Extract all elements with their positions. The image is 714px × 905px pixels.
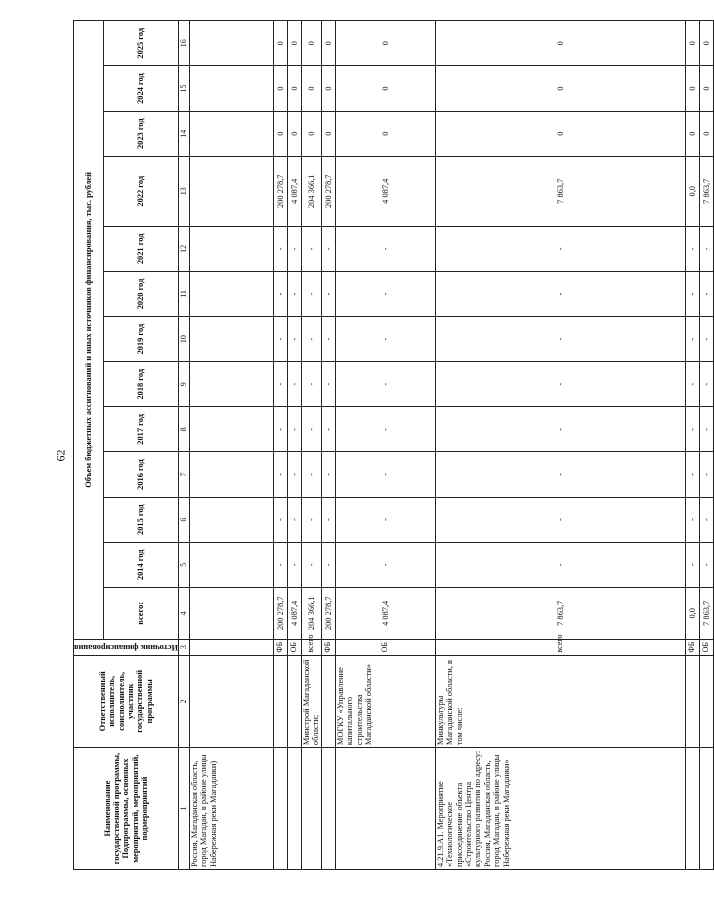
row-year-cell: -: [335, 407, 435, 452]
row-year-cell: 4 087,4: [335, 156, 435, 226]
row-year-cell: -: [321, 497, 335, 542]
row-year-cell: -: [685, 226, 699, 271]
row-total-cell: 200 278,7: [274, 587, 288, 639]
header-year: 2022 год: [104, 156, 179, 226]
row-total-cell: 200 278,7: [321, 587, 335, 639]
row-year-cell: [190, 66, 274, 111]
row-year-cell: -: [274, 362, 288, 407]
row-year-cell: [190, 111, 274, 156]
row-year-cell: -: [699, 317, 713, 362]
row-source-cell: всего: [302, 639, 322, 655]
column-index: 13: [179, 156, 190, 226]
row-year-cell: 0: [321, 21, 335, 66]
row-source-cell: ОБ: [288, 639, 302, 655]
table-body: [190, 21, 714, 870]
row-year-cell: -: [302, 226, 322, 271]
row-name-cell: [321, 748, 335, 870]
row-year-cell: 7 863,7: [699, 156, 713, 226]
row-year-cell: -: [699, 226, 713, 271]
row-year-cell: 4 087,4: [288, 156, 302, 226]
row-source-cell: ФБ: [321, 639, 335, 655]
table-row: [302, 21, 322, 870]
header-year: 2020 год: [104, 271, 179, 316]
row-source-cell: ОБ: [699, 639, 713, 655]
row-year-cell: 200 278,7: [274, 156, 288, 226]
column-index: 9: [179, 362, 190, 407]
header-year: 2025 год: [104, 21, 179, 66]
row-year-cell: -: [335, 452, 435, 497]
row-year-cell: 0: [435, 111, 685, 156]
column-index: 16: [179, 21, 190, 66]
row-name-cell: [699, 748, 713, 870]
row-year-cell: -: [699, 407, 713, 452]
row-year-cell: 0: [288, 66, 302, 111]
row-year-cell: -: [288, 452, 302, 497]
row-year-cell: 0: [274, 66, 288, 111]
row-total-cell: 4 087,4: [335, 587, 435, 639]
row-year-cell: 0: [685, 21, 699, 66]
row-year-cell: [190, 317, 274, 362]
column-index: 3: [179, 639, 190, 655]
row-year-cell: -: [685, 271, 699, 316]
row-year-cell: -: [321, 542, 335, 587]
row-source-cell: ОБ: [335, 639, 435, 655]
column-index-row: [179, 21, 190, 870]
row-year-cell: [190, 452, 274, 497]
row-year-cell: 0: [335, 111, 435, 156]
table-row: [699, 21, 713, 870]
header-year: 2015 год: [104, 497, 179, 542]
row-year-cell: -: [321, 317, 335, 362]
row-year-cell: -: [335, 542, 435, 587]
row-year-cell: 0: [699, 21, 713, 66]
row-name-cell: [685, 748, 699, 870]
row-year-cell: -: [335, 317, 435, 362]
row-year-cell: -: [274, 271, 288, 316]
row-source-cell: ФБ: [685, 639, 699, 655]
column-index: 10: [179, 317, 190, 362]
row-year-cell: 0: [699, 111, 713, 156]
row-year-cell: 0: [302, 66, 322, 111]
row-executor-cell: [274, 655, 288, 748]
row-year-cell: -: [335, 271, 435, 316]
row-year-cell: -: [435, 542, 685, 587]
row-year-cell: -: [274, 407, 288, 452]
row-year-cell: [190, 271, 274, 316]
row-year-cell: -: [288, 226, 302, 271]
row-year-cell: [190, 226, 274, 271]
table-row: [335, 21, 435, 870]
row-year-cell: 0: [321, 66, 335, 111]
row-name-cell: [288, 748, 302, 870]
header-year: 2024 год: [104, 66, 179, 111]
row-year-cell: -: [302, 407, 322, 452]
row-source-cell: всего: [435, 639, 685, 655]
row-year-cell: -: [274, 452, 288, 497]
table-row: [321, 21, 335, 870]
table-row: [190, 21, 274, 870]
row-year-cell: -: [288, 542, 302, 587]
row-name-cell: [274, 748, 288, 870]
row-year-cell: -: [435, 452, 685, 497]
financing-table-wrapper: [73, 20, 711, 870]
row-executor-cell: [190, 655, 274, 748]
table-row: [435, 21, 685, 870]
row-year-cell: -: [302, 362, 322, 407]
column-index: 12: [179, 226, 190, 271]
row-name-cell: [302, 748, 322, 870]
row-year-cell: -: [335, 497, 435, 542]
row-year-cell: -: [685, 452, 699, 497]
column-index: 8: [179, 407, 190, 452]
row-executor-cell: [699, 655, 713, 748]
row-year-cell: 0: [274, 111, 288, 156]
row-year-cell: -: [685, 317, 699, 362]
row-year-cell: 0: [274, 21, 288, 66]
row-year-cell: -: [321, 362, 335, 407]
row-total-cell: 7 863,7: [435, 587, 685, 639]
row-year-cell: -: [302, 497, 322, 542]
row-year-cell: -: [435, 317, 685, 362]
row-name-cell: [335, 748, 435, 870]
row-year-cell: -: [699, 542, 713, 587]
row-year-cell: 0: [321, 111, 335, 156]
header-year: 2021 год: [104, 226, 179, 271]
row-year-cell: -: [321, 452, 335, 497]
row-executor-cell: [288, 655, 302, 748]
row-year-cell: -: [699, 497, 713, 542]
row-year-cell: 0: [302, 111, 322, 156]
row-executor-cell: [685, 655, 699, 748]
table-row: [288, 21, 302, 870]
row-year-cell: 0: [288, 111, 302, 156]
header-funding-volume: Объем бюджетных ассигнований и иных источников финансирования, тыс. рублей: [74, 21, 104, 640]
column-index: 7: [179, 452, 190, 497]
row-year-cell: -: [274, 542, 288, 587]
row-year-cell: 204 366,1: [302, 156, 322, 226]
row-name-cell: Россия, Магаданская область, город Магадан, в районе улицы Набережная реки Магаданки): [190, 748, 274, 870]
row-total-cell: [190, 587, 274, 639]
row-year-cell: -: [321, 407, 335, 452]
row-total-cell: 204 366,1: [302, 587, 322, 639]
row-year-cell: -: [685, 542, 699, 587]
row-year-cell: [190, 156, 274, 226]
row-year-cell: -: [302, 317, 322, 362]
row-year-cell: 0: [302, 21, 322, 66]
row-year-cell: -: [288, 407, 302, 452]
row-year-cell: -: [335, 362, 435, 407]
row-year-cell: -: [435, 407, 685, 452]
header-total: всего:: [104, 587, 179, 639]
row-year-cell: [190, 542, 274, 587]
row-year-cell: 7 863,7: [435, 156, 685, 226]
header-program-name: Наименование государственной программы, Подпрограммы, основных мероприятий, мероприятий, подмероприятий: [74, 748, 179, 870]
row-year-cell: -: [435, 497, 685, 542]
row-year-cell: -: [288, 317, 302, 362]
column-index: 2: [179, 655, 190, 748]
row-year-cell: -: [699, 452, 713, 497]
row-executor-cell: Минкультуры Магаданской области, в том числе:: [435, 655, 685, 748]
row-name-cell: 4.21.9.А1. Мероприятие «Технологическое присоединение объекта «Строительство Центра культурного развития по адресу: Россия, Магаданская область, город Магадан, в районе улицы Набережная реки Магаданки»: [435, 748, 685, 870]
header-year: 2023 год: [104, 111, 179, 156]
row-total-cell: 0,0: [685, 587, 699, 639]
financing-table: [73, 20, 714, 870]
row-year-cell: -: [274, 497, 288, 542]
row-year-cell: -: [699, 362, 713, 407]
row-year-cell: 0: [685, 66, 699, 111]
row-year-cell: 0: [685, 111, 699, 156]
header-year: 2014 год: [104, 542, 179, 587]
column-index: 1: [179, 748, 190, 870]
header-year: 2017 год: [104, 407, 179, 452]
header-executor: Ответственный исполнитель, соисполнитель, участник государственной программы: [74, 655, 179, 748]
row-year-cell: -: [335, 226, 435, 271]
row-year-cell: 0: [435, 21, 685, 66]
row-executor-cell: МОГКУ «Управление капитального строительства Магаданской области»: [335, 655, 435, 748]
row-executor-cell: Минстрой Магаданской области;: [302, 655, 322, 748]
header-year: 2018 год: [104, 362, 179, 407]
row-year-cell: -: [685, 362, 699, 407]
row-year-cell: -: [699, 271, 713, 316]
row-year-cell: -: [302, 542, 322, 587]
row-year-cell: 0: [335, 66, 435, 111]
row-source-cell: [190, 639, 274, 655]
row-year-cell: 200 278,7: [321, 156, 335, 226]
row-year-cell: -: [685, 497, 699, 542]
header-year: 2019 год: [104, 317, 179, 362]
row-year-cell: -: [274, 317, 288, 362]
column-index: 4: [179, 587, 190, 639]
row-year-cell: 0: [288, 21, 302, 66]
table-row: [685, 21, 699, 870]
row-year-cell: -: [435, 362, 685, 407]
row-year-cell: -: [685, 407, 699, 452]
row-year-cell: -: [302, 271, 322, 316]
row-total-cell: 4 087,4: [288, 587, 302, 639]
row-year-cell: -: [435, 226, 685, 271]
row-year-cell: [190, 362, 274, 407]
row-year-cell: -: [274, 226, 288, 271]
row-year-cell: 0: [335, 21, 435, 66]
row-year-cell: -: [321, 226, 335, 271]
page-number: 62: [53, 449, 68, 462]
row-year-cell: -: [302, 452, 322, 497]
column-index: 5: [179, 542, 190, 587]
header-funding-source: Источник финансирования: [74, 639, 179, 655]
column-index: 15: [179, 66, 190, 111]
row-year-cell: -: [321, 271, 335, 316]
row-year-cell: 0: [435, 66, 685, 111]
row-year-cell: [190, 407, 274, 452]
row-source-cell: ФБ: [274, 639, 288, 655]
column-index: 11: [179, 271, 190, 316]
table-row: [274, 21, 288, 870]
row-year-cell: 0,0: [685, 156, 699, 226]
row-year-cell: -: [288, 362, 302, 407]
row-executor-cell: [321, 655, 335, 748]
row-year-cell: 0: [699, 66, 713, 111]
row-year-cell: [190, 21, 274, 66]
column-index: 14: [179, 111, 190, 156]
row-year-cell: -: [288, 271, 302, 316]
row-total-cell: 7 863,7: [699, 587, 713, 639]
header-year: 2016 год: [104, 452, 179, 497]
column-index: 6: [179, 497, 190, 542]
row-year-cell: -: [288, 497, 302, 542]
row-year-cell: -: [435, 271, 685, 316]
row-year-cell: [190, 497, 274, 542]
